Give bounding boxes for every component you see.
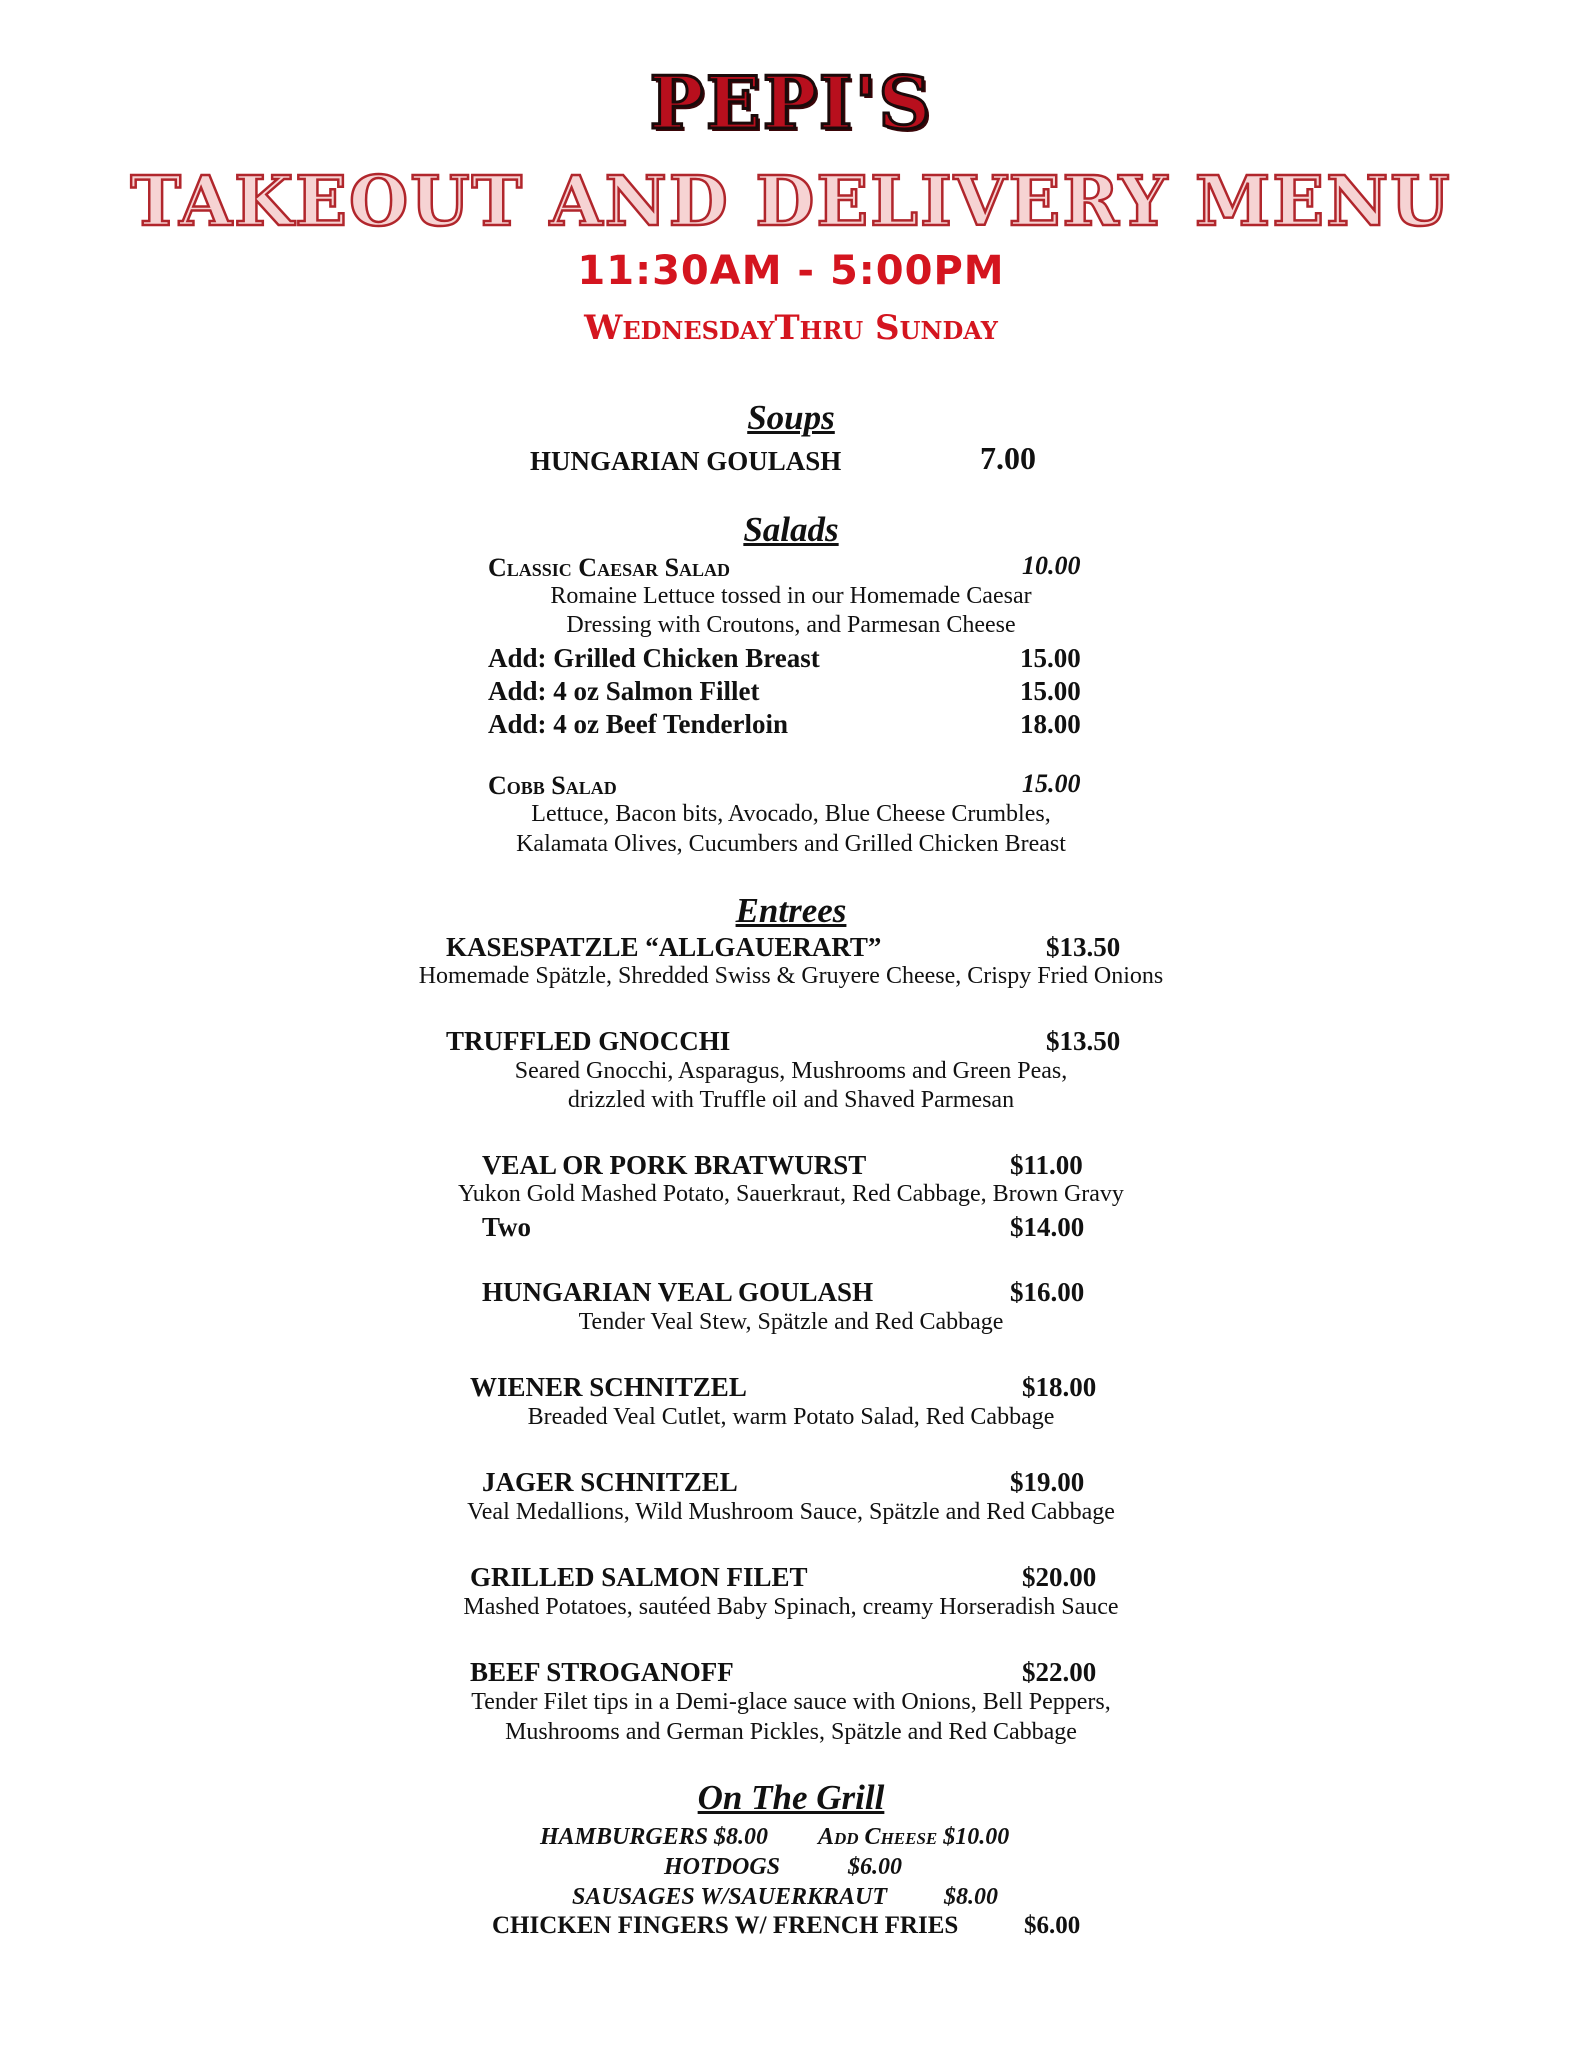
grill-sausages: SAUSAGES W/SAUERKRAUT — [572, 1884, 888, 1910]
item-name-truffled-gnocchi: TRUFFLED GNOCCHI — [446, 1026, 731, 1056]
item-name-hungarian-goulash-soup: HUNGARIAN GOULASH — [530, 446, 842, 476]
item-price-jager-schnitzel: $19.00 — [1010, 1467, 1085, 1497]
item-price-grilled-salmon: $20.00 — [1022, 1562, 1097, 1592]
item-name-beef-stroganoff: BEEF STROGANOFF — [470, 1657, 734, 1687]
item-price-caesar-salad: 10.00 — [1022, 551, 1081, 580]
item-name-wiener-schnitzel: WIENER SCHNITZEL — [470, 1372, 747, 1402]
restaurant-name: PEPI'S — [649, 60, 933, 145]
item-desc-hungarian-veal-goulash: Tender Veal Stew, Spätzle and Red Cabbage — [578, 1309, 1004, 1335]
section-title-salads: Salads — [743, 510, 839, 549]
item-desc-kasespatzle: Homemade Spätzle, Shredded Swiss & Gruyere Cheese, Crispy Fried Onions — [418, 963, 1164, 989]
item-name-bratwurst: VEAL OR PORK BRATWURST — [482, 1150, 867, 1180]
item-name-grilled-salmon: GRILLED SALMON FILET — [470, 1562, 808, 1592]
addon-price-chicken: 15.00 — [1020, 643, 1081, 673]
grill-hotdogs: HOTDOGS — [664, 1854, 781, 1880]
item-price-beef-stroganoff: $22.00 — [1022, 1657, 1097, 1687]
opening-hours: 11:30AM - 5:00PM — [577, 248, 1005, 294]
item-desc-bratwurst: Yukon Gold Mashed Potato, Sauerkraut, Red Cabbage, Brown Gravy — [458, 1181, 1124, 1207]
item-desc-beef-stroganoff-2: Mushrooms and German Pickles, Spätzle and Red Cabbage — [505, 1719, 1077, 1745]
item-extra-price-bratwurst: $14.00 — [1010, 1212, 1085, 1242]
item-desc-caesar-salad-1: Romaine Lettuce tossed in our Homemade Caesar — [550, 583, 1032, 609]
item-desc-cobb-salad-1: Lettuce, Bacon bits, Avocado, Blue Cheese Crumbles, — [531, 801, 1051, 827]
grill-chicken-fingers: CHICKEN FINGERS W/ FRENCH FRIES — [492, 1912, 959, 1939]
addon-label-beef: Add: 4 oz Beef Tenderloin — [488, 709, 789, 739]
item-name-caesar-salad: Classic Caesar Salad — [488, 553, 731, 582]
item-price-bratwurst: $11.00 — [1010, 1150, 1083, 1180]
item-name-kasespatzle: KASESPATZLE “ALLGAUERART” — [446, 932, 882, 962]
grill-hamburgers: HAMBURGERS $8.00 — [540, 1824, 769, 1850]
grill-chicken-fingers-price: $6.00 — [1024, 1912, 1081, 1939]
item-desc-caesar-salad-2: Dressing with Croutons, and Parmesan Cheese — [566, 612, 1016, 638]
item-desc-truffled-gnocchi-1: Seared Gnocchi, Asparagus, Mushrooms and Green Peas, — [514, 1058, 1068, 1084]
item-desc-beef-stroganoff-1: Tender Filet tips in a Demi-glace sauce with Onions, Bell Peppers, — [471, 1689, 1111, 1715]
grill-hotdogs-price: $6.00 — [848, 1854, 902, 1880]
section-title-entrees: Entrees — [735, 891, 847, 930]
addon-price-salmon: 15.00 — [1020, 676, 1081, 706]
item-name-jager-schnitzel: JAGER SCHNITZEL — [482, 1467, 738, 1497]
item-name-hungarian-veal-goulash: HUNGARIAN VEAL GOULASH — [482, 1277, 874, 1307]
item-desc-truffled-gnocchi-2: drizzled with Truffle oil and Shaved Parmesan — [567, 1087, 1015, 1113]
item-price-hungarian-veal-goulash: $16.00 — [1010, 1277, 1085, 1307]
item-price-truffled-gnocchi: $13.50 — [1046, 1026, 1121, 1056]
section-title-soups: Soups — [747, 398, 835, 437]
item-price-hungarian-goulash-soup: 7.00 — [980, 440, 1036, 476]
opening-days: WednesdayThru Sunday — [584, 308, 998, 348]
addon-label-salmon: Add: 4 oz Salmon Fillet — [488, 676, 760, 706]
item-price-wiener-schnitzel: $18.00 — [1022, 1372, 1097, 1402]
grill-sausages-price: $8.00 — [944, 1884, 998, 1910]
addon-label-chicken: Add: Grilled Chicken Breast — [488, 643, 820, 673]
item-price-cobb-salad: 15.00 — [1022, 769, 1081, 798]
item-extra-label-bratwurst: Two — [482, 1212, 532, 1242]
menu-title: TAKEOUT AND DELIVERY MENU — [130, 162, 1452, 242]
addon-price-beef: 18.00 — [1020, 709, 1081, 739]
item-desc-wiener-schnitzel: Breaded Veal Cutlet, warm Potato Salad, Red Cabbage — [527, 1404, 1055, 1430]
section-title-grill: On The Grill — [697, 1778, 885, 1817]
item-price-kasespatzle: $13.50 — [1046, 932, 1121, 962]
item-desc-jager-schnitzel: Veal Medallions, Wild Mushroom Sauce, Spätzle and Red Cabbage — [467, 1499, 1115, 1525]
item-desc-cobb-salad-2: Kalamata Olives, Cucumbers and Grilled Chicken Breast — [516, 831, 1066, 857]
item-name-cobb-salad: Cobb Salad — [488, 771, 617, 800]
grill-add-cheese: Add Cheese $10.00 — [818, 1824, 1010, 1850]
item-desc-grilled-salmon: Mashed Potatoes, sautéed Baby Spinach, creamy Horseradish Sauce — [463, 1594, 1119, 1620]
